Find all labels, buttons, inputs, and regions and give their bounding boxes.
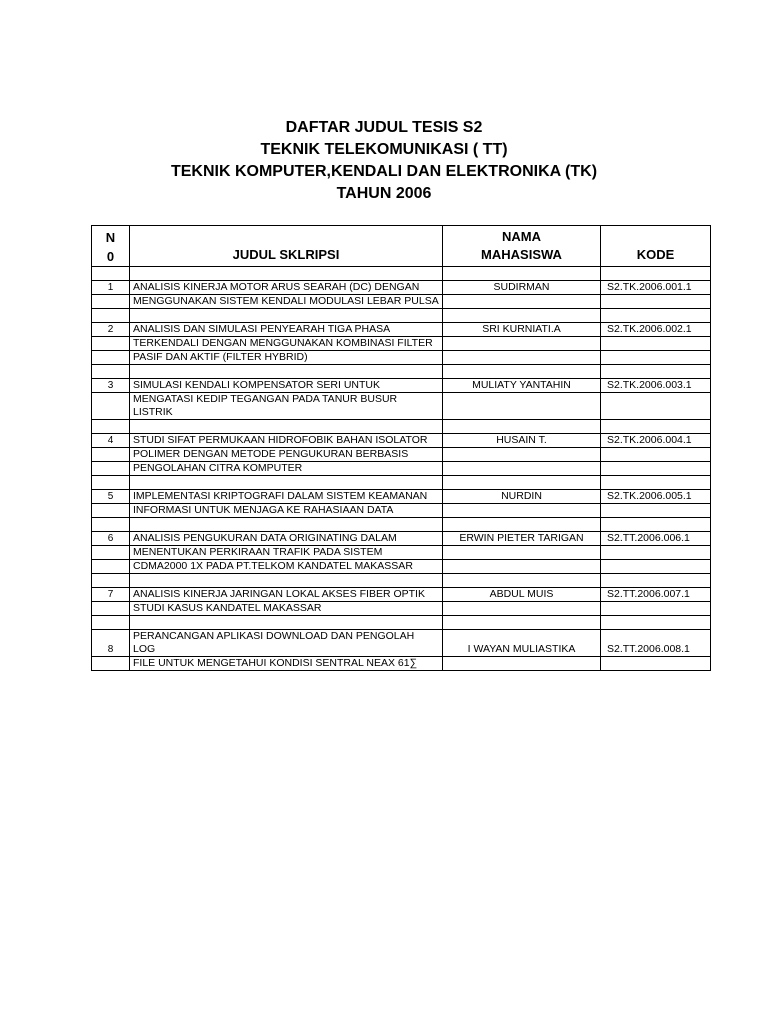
- row-kode: S2.TK.2006.001.1: [601, 281, 711, 295]
- title-line-3: TEKNIK KOMPUTER,KENDALI DAN ELEKTRONIKA (TK): [170, 163, 598, 180]
- row-judul: MENGATASI KEDIP TEGANGAN PADA TANUR BUSUR LISTRIK: [130, 393, 443, 420]
- table-row-continuation: [92, 462, 711, 476]
- row-no: 2: [92, 323, 130, 337]
- row-no: 8: [92, 630, 130, 657]
- thesis-table: [91, 225, 711, 671]
- header-judul: JUDUL SKLRIPSI: [130, 226, 443, 267]
- row-nama: HUSAIN T.: [443, 434, 601, 448]
- table-header-row: [92, 226, 711, 267]
- row-kode: S2.TT.2006.006.1: [601, 532, 711, 546]
- table-row-continuation: [92, 602, 711, 616]
- row-nama: ERWIN PIETER TARIGAN: [443, 532, 601, 546]
- table-row: [92, 379, 711, 393]
- title-line-4: TAHUN 2006: [336, 185, 432, 202]
- row-judul: SIMULASI KENDALI KOMPENSATOR SERI UNTUK: [130, 379, 443, 393]
- table-row-continuation: [92, 546, 711, 560]
- row-nama: ABDUL MUIS: [443, 588, 601, 602]
- table-row-continuation: [92, 504, 711, 518]
- row-kode: S2.TK.2006.002.1: [601, 323, 711, 337]
- table-row: [92, 434, 711, 448]
- row-no: 5: [92, 490, 130, 504]
- header-nama: NAMA MAHASISWA: [443, 226, 601, 267]
- table-row-continuation: [92, 337, 711, 351]
- header-no: N 0: [92, 226, 130, 267]
- table-row: [92, 532, 711, 546]
- spacer-row: [92, 267, 711, 281]
- row-nama: NURDIN: [443, 490, 601, 504]
- table-row: [92, 323, 711, 337]
- row-no: 3: [92, 379, 130, 393]
- row-no: 7: [92, 588, 130, 602]
- row-no: 1: [92, 281, 130, 295]
- header-kode: KODE: [601, 226, 711, 267]
- table-row-continuation: [92, 393, 711, 420]
- row-judul: ANALISIS KINERJA JARINGAN LOKAL AKSES FIBER OPTIK: [130, 588, 443, 602]
- row-kode: S2.TT.2006.008.1: [601, 630, 711, 657]
- table-row-continuation: [92, 448, 711, 462]
- spacer-row: [92, 574, 711, 588]
- row-kode: S2.TT.2006.007.1: [601, 588, 711, 602]
- row-judul: INFORMASI UNTUK MENJAGA KE RAHASIAAN DATA: [130, 504, 443, 518]
- table-row-continuation: [92, 657, 711, 671]
- row-judul: ANALISIS DAN SIMULASI PENYEARAH TIGA PHASA: [130, 323, 443, 337]
- table-row: [92, 490, 711, 504]
- spacer-row: [92, 365, 711, 379]
- table-row: [92, 630, 711, 657]
- row-judul: TERKENDALI DENGAN MENGGUNAKAN KOMBINASI FILTER: [130, 337, 443, 351]
- row-no: 4: [92, 434, 130, 448]
- row-nama: MULIATY YANTAHIN: [443, 379, 601, 393]
- spacer-row: [92, 420, 711, 434]
- row-nama: SUDIRMAN: [443, 281, 601, 295]
- spacer-row: [92, 476, 711, 490]
- row-no: 6: [92, 532, 130, 546]
- row-judul: FILE UNTUK MENGETAHUI KONDISI SENTRAL NEAX 61∑: [130, 657, 443, 671]
- title-line-1: DAFTAR JUDUL TESIS S2: [285, 119, 483, 136]
- row-judul: STUDI SIFAT PERMUKAAN HIDROFOBIK BAHAN ISOLATOR: [130, 434, 443, 448]
- row-judul: IMPLEMENTASI KRIPTOGRAFI DALAM SISTEM KEAMANAN: [130, 490, 443, 504]
- row-kode: S2.TK.2006.004.1: [601, 434, 711, 448]
- table-row-continuation: [92, 560, 711, 574]
- row-judul: MENGGUNAKAN SISTEM KENDALI MODULASI LEBAR PULSA: [130, 295, 443, 309]
- row-judul: PASIF DAN AKTIF (FILTER HYBRID): [130, 351, 443, 365]
- row-judul: ANALISIS PENGUKURAN DATA ORIGINATING DALAM: [130, 532, 443, 546]
- table-row-continuation: [92, 295, 711, 309]
- table-row-continuation: [92, 351, 711, 365]
- row-nama: SRI KURNIATI.A: [443, 323, 601, 337]
- row-judul: PERANCANGAN APLIKASI DOWNLOAD DAN PENGOLAH LOG: [130, 630, 443, 657]
- row-judul: PENGOLAHAN CITRA KOMPUTER: [130, 462, 443, 476]
- row-nama: I WAYAN MULIASTIKA: [443, 630, 601, 657]
- row-judul: CDMA2000 1X PADA PT.TELKOM KANDATEL MAKASSAR: [130, 560, 443, 574]
- row-kode: S2.TK.2006.005.1: [601, 490, 711, 504]
- spacer-row: [92, 518, 711, 532]
- spacer-row: [92, 309, 711, 323]
- row-kode: S2.TK.2006.003.1: [601, 379, 711, 393]
- table-row: [92, 588, 711, 602]
- row-judul: STUDI KASUS KANDATEL MAKASSAR: [130, 602, 443, 616]
- row-judul: POLIMER DENGAN METODE PENGUKURAN BERBASIS: [130, 448, 443, 462]
- row-judul: ANALISIS KINERJA MOTOR ARUS SEARAH (DC) DENGAN: [130, 281, 443, 295]
- row-judul: MENENTUKAN PERKIRAAN TRAFIK PADA SISTEM: [130, 546, 443, 560]
- table-row: [92, 281, 711, 295]
- spacer-row: [92, 616, 711, 630]
- title-line-2: TEKNIK TELEKOMUNIKASI ( TT): [260, 141, 508, 158]
- document-title: [0, 117, 768, 205]
